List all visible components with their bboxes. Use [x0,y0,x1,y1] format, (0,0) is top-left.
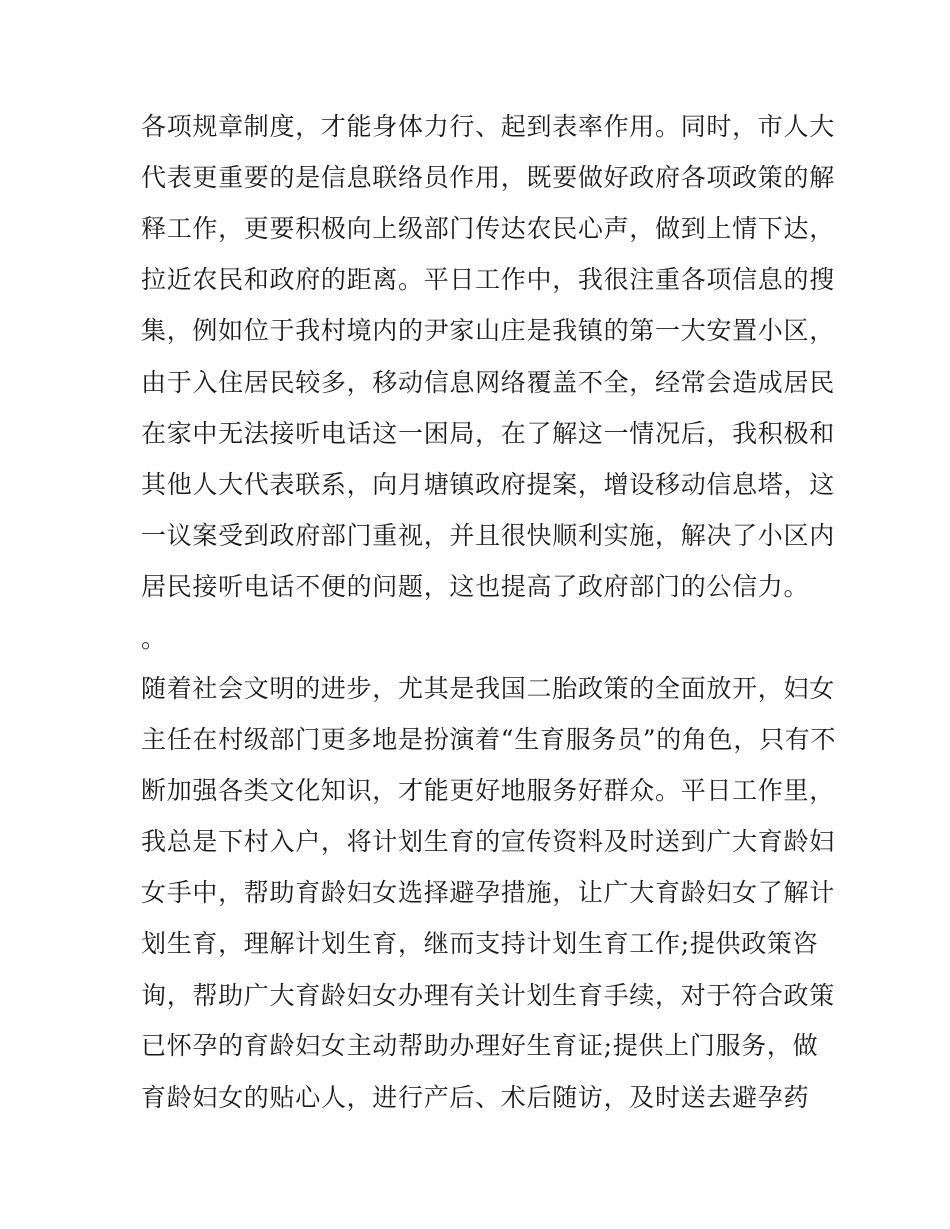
paragraph-separator: 。 [141,624,167,653]
paragraph-2-line-4: 我总是下村入户，将计划生育的宣传资料及时送到广大育龄妇 [141,827,835,856]
paragraph-1-line-10: 居民接听电话不便的问题，这也提高了政府部门的公信力。 [141,572,810,601]
paragraph-1-line-5: 集，例如位于我村境内的尹家山庄是我镇的第一大安置小区， [141,316,835,345]
paragraph-2-line-9: 育龄妇女的贴心人，进行产后、术后随访，及时送去避孕药 [141,1083,810,1112]
paragraph-2-line-1: 随着社会文明的进步，尤其是我国二胎政策的全面放开，妇女 [141,674,835,703]
paragraph-1-line-4: 拉近农民和政府的距离。平日工作中，我很注重各项信息的搜 [141,265,835,294]
paragraph-1-line-2: 代表更重要的是信息联络员作用，既要做好政府各项政策的解 [141,163,835,192]
paragraph-1-line-3: 释工作，更要积极向上级部门传达农民心声，做到上情下达， [141,214,835,243]
paragraph-2-line-8: 已怀孕的育龄妇女主动帮助办理好生育证;提供上门服务，做 [141,1031,819,1060]
paragraph-2-line-5: 女手中，帮助育龄妇女选择避孕措施，让广大育龄妇女了解计 [141,878,835,907]
paragraph-2-line-7: 询，帮助广大育龄妇女办理有关计划生育手续，对于符合政策 [141,981,835,1010]
paragraph-1-line-9: 一议案受到政府部门重视，并且很快顺利实施，解决了小区内 [141,521,835,550]
paragraph-2-line-6: 划生育，理解计划生育，继而支持计划生育工作;提供政策咨 [141,929,819,958]
paragraph-2-line-3: 断加强各类文化知识，才能更好地服务好群众。平日工作里， [141,776,835,805]
paragraph-1-line-1: 各项规章制度，才能身体力行、起到表率作用。同时，市人大 [141,112,835,141]
paragraph-2-line-2: 主任在村级部门更多地是扮演着“生育服务员”的角色，只有不 [141,725,837,754]
paragraph-1-line-7: 在家中无法接听电话这一困局，在了解这一情况后，我积极和 [141,419,835,448]
paragraph-1-line-6: 由于入住居民较多，移动信息网络覆盖不全，经常会造成居民 [141,368,835,397]
paragraph-1-line-8: 其他人大代表联系，向月塘镇政府提案，增设移动信息塔，这 [141,470,835,499]
